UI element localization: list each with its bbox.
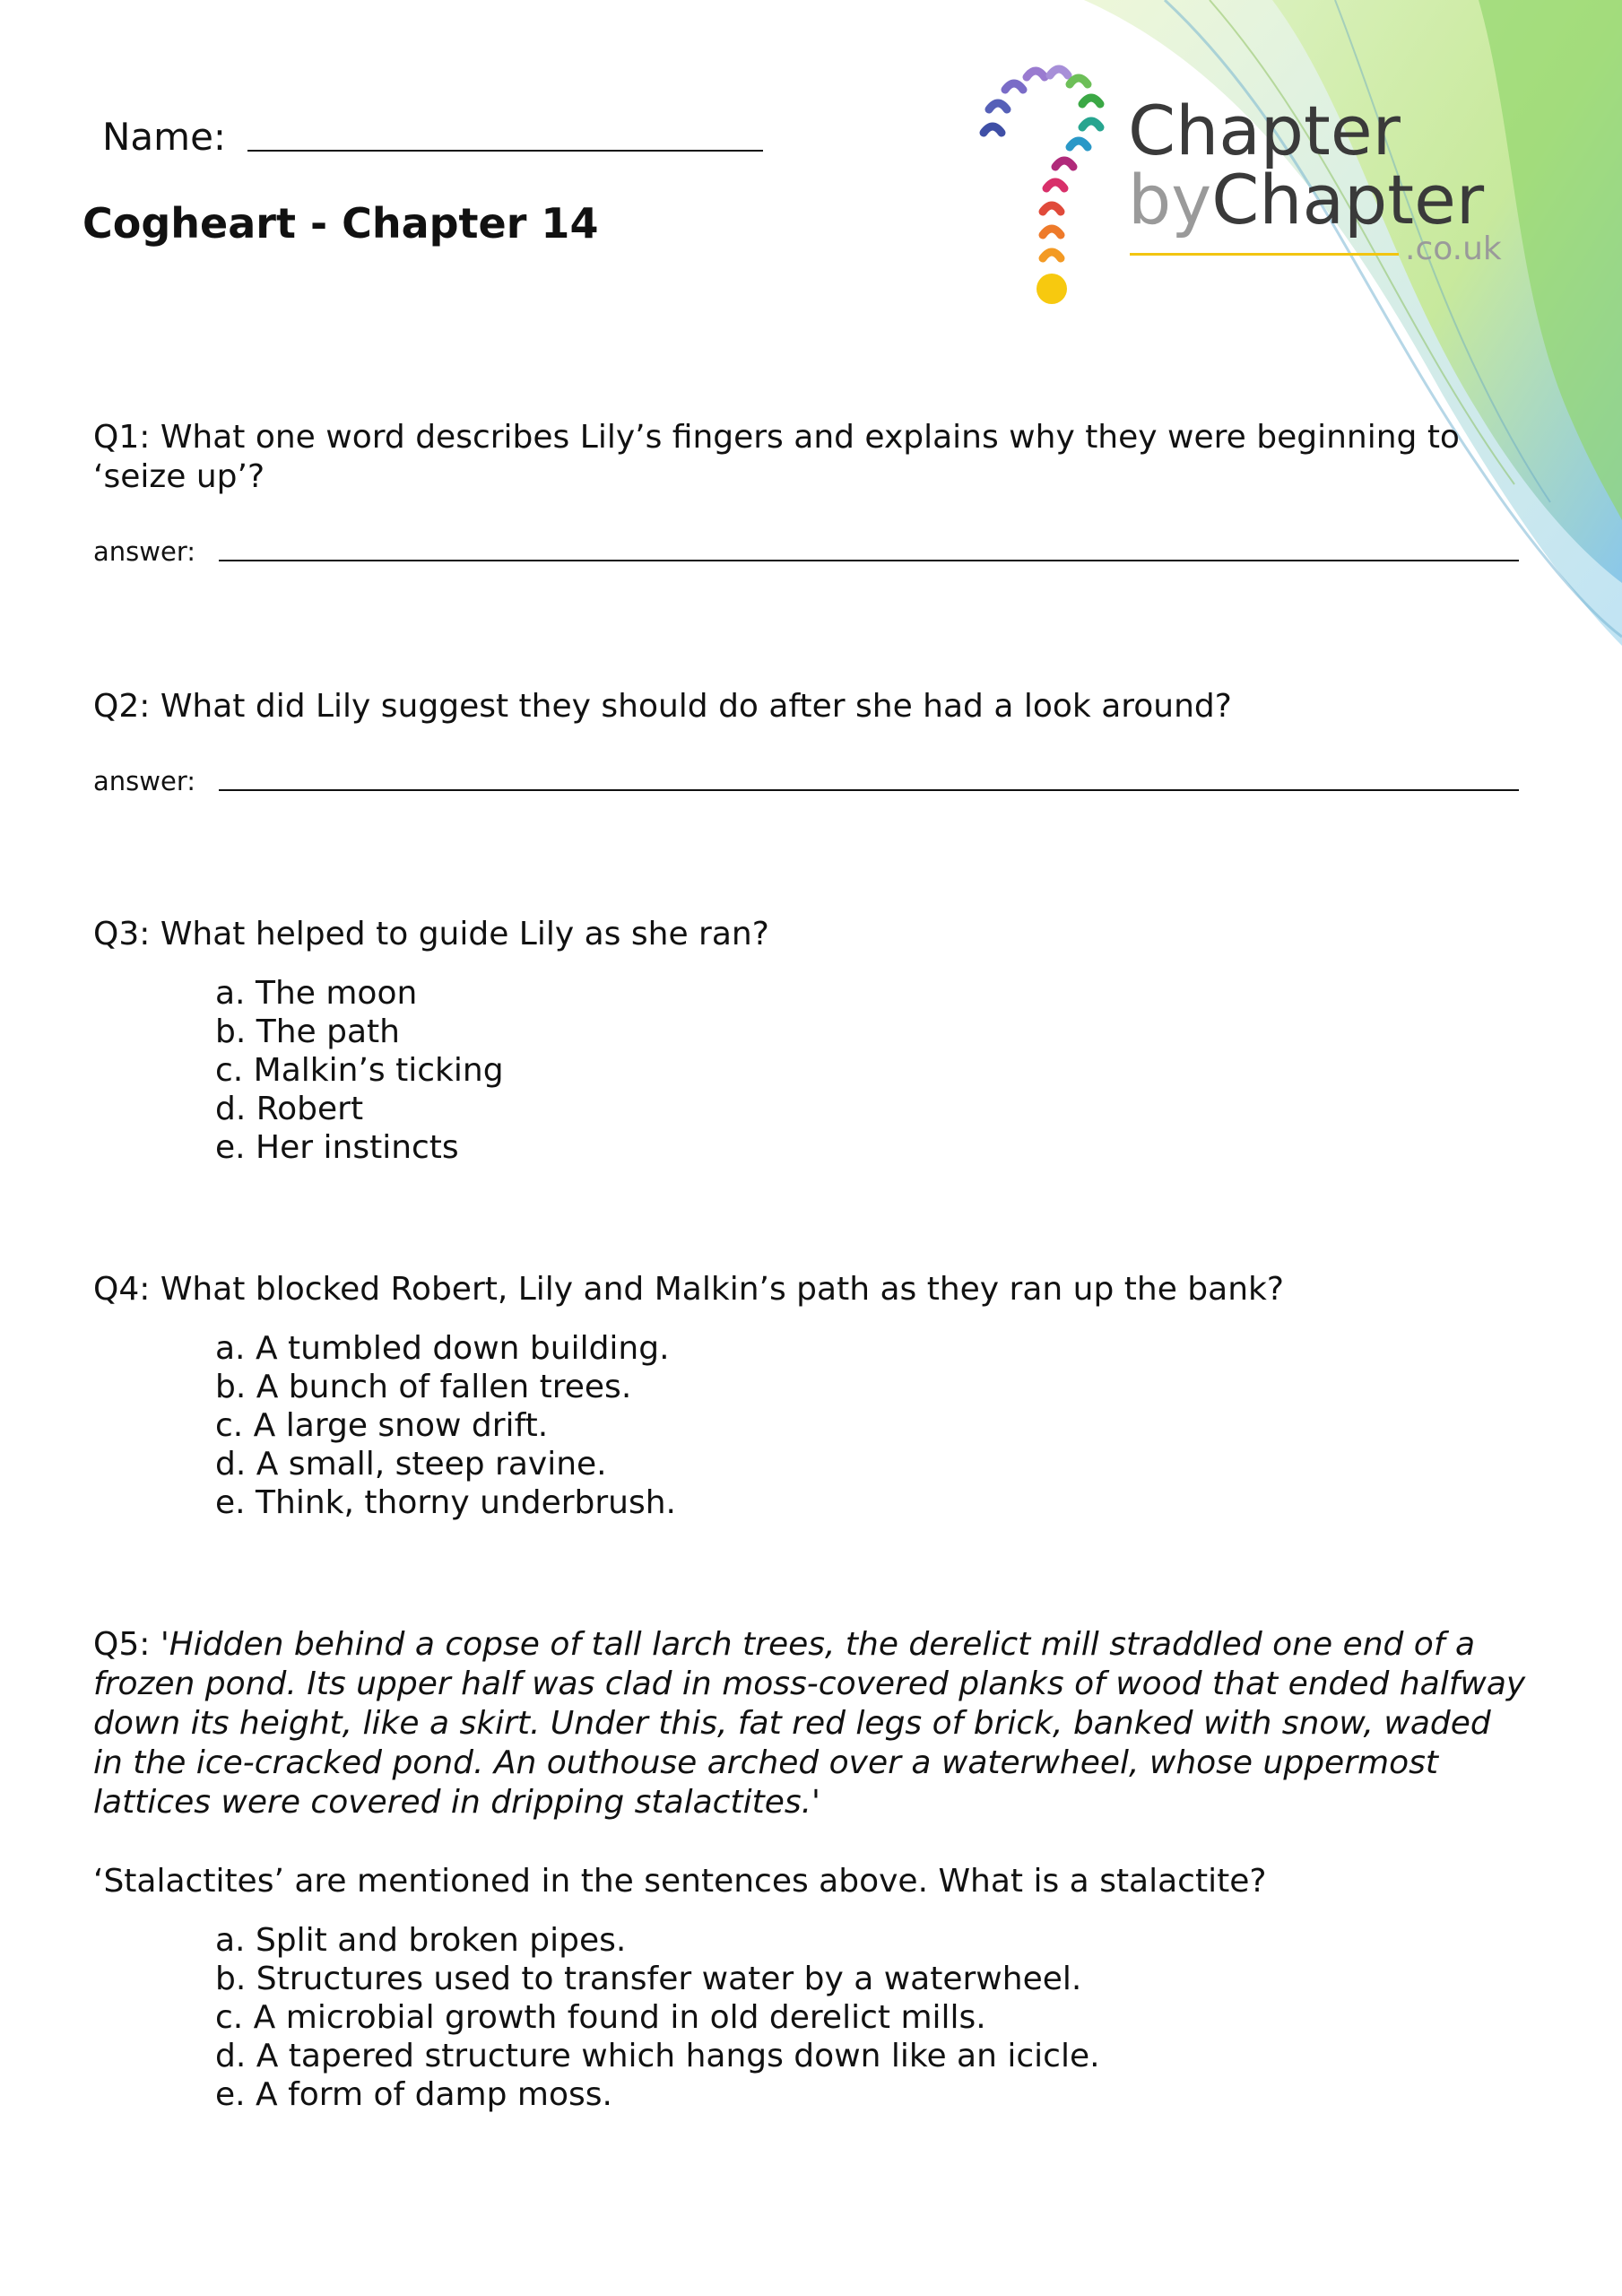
- option-item[interactable]: b. The path: [215, 1013, 400, 1050]
- answer-label: answer:: [93, 536, 196, 567]
- option-item[interactable]: d. Robert: [215, 1091, 364, 1127]
- logo-text-by: by: [1128, 160, 1212, 239]
- option-item[interactable]: e. Think, thorny underbrush.: [215, 1484, 677, 1521]
- option-item[interactable]: b. Structures used to transfer water by a waterwheel.: [215, 1961, 1082, 1997]
- option-item[interactable]: a. The moon: [215, 975, 418, 1012]
- question-5-quote: 'Hidden behind a copse of tall larch trees, the derelict mill straddled one end of a frozen pond. Its upper half was clad in moss-covered planks of wood that ended halfway down its height, like a skirt. Under this, fat red legs of brick, banked with snow, waded in the ice-cracked pond. An outhouse arched over a waterwheel, whose uppermost lattices were covered in dripping stalactites.': [93, 1626, 1526, 1821]
- option-item[interactable]: a. Split and broken pipes.: [215, 1922, 627, 1959]
- question-5: [93, 1625, 1528, 2114]
- question-4-text: Q4: What blocked Robert, Lily and Malkin’s path as they ran up the bank?: [93, 1271, 1284, 1308]
- chapter-by-chapter-logo: [964, 54, 1520, 323]
- question-5-prefix: Q5:: [93, 1626, 160, 1663]
- option-item[interactable]: c. Malkin’s ticking: [215, 1052, 504, 1089]
- logo-question-mark-icon: [964, 54, 1116, 323]
- logo-domain: .co.uk: [1405, 230, 1502, 267]
- question-3: [93, 915, 1528, 1167]
- name-label: Name:: [102, 115, 227, 159]
- answer-line[interactable]: [219, 789, 1519, 791]
- option-item[interactable]: a. A tumbled down building.: [215, 1330, 670, 1367]
- answer-label: answer:: [93, 766, 196, 796]
- option-item[interactable]: d. A small, steep ravine.: [215, 1446, 607, 1483]
- question-5-text: ‘Stalactites’ are mentioned in the sentences above. What is a stalactite?: [93, 1863, 1267, 1900]
- question-5-options: [215, 1921, 1528, 2114]
- question-5-passage: [93, 1625, 1528, 1822]
- option-item[interactable]: d. A tapered structure which hangs down like an icicle.: [215, 2038, 1100, 2074]
- question-3-text: Q3: What helped to guide Lily as she ran?: [93, 916, 769, 952]
- answer-row: [93, 536, 1528, 567]
- option-item[interactable]: e. A form of damp moss.: [215, 2076, 612, 2113]
- page-title: Cogheart - Chapter 14: [82, 199, 599, 248]
- question-1-text: Q1: What one word describes Lily’s fingers and explains why they were beginning to ‘seize up’?: [93, 419, 1460, 495]
- name-field: [102, 115, 763, 159]
- question-1: [93, 418, 1528, 567]
- question-4-options: [215, 1329, 1528, 1522]
- name-blank-line[interactable]: [247, 150, 763, 152]
- question-2: [93, 687, 1528, 796]
- logo-text-chapter-2: Chapter: [1211, 160, 1485, 239]
- logo-underline: [1130, 253, 1399, 256]
- question-3-options: [215, 974, 1528, 1167]
- option-item[interactable]: e. Her instincts: [215, 1129, 459, 1166]
- question-2-text: Q2: What did Lily suggest they should do after she had a look around?: [93, 688, 1232, 725]
- option-item[interactable]: c. A large snow drift.: [215, 1407, 549, 1444]
- answer-row: [93, 766, 1528, 796]
- logo-text-by-chapter: [1128, 160, 1485, 239]
- answer-line[interactable]: [219, 560, 1519, 561]
- logo-text-chapter: Chapter: [1128, 91, 1401, 170]
- question-4: [93, 1270, 1528, 1522]
- option-item[interactable]: b. A bunch of fallen trees.: [215, 1369, 632, 1405]
- option-item[interactable]: c. A microbial growth found in old derelict mills.: [215, 1999, 986, 2036]
